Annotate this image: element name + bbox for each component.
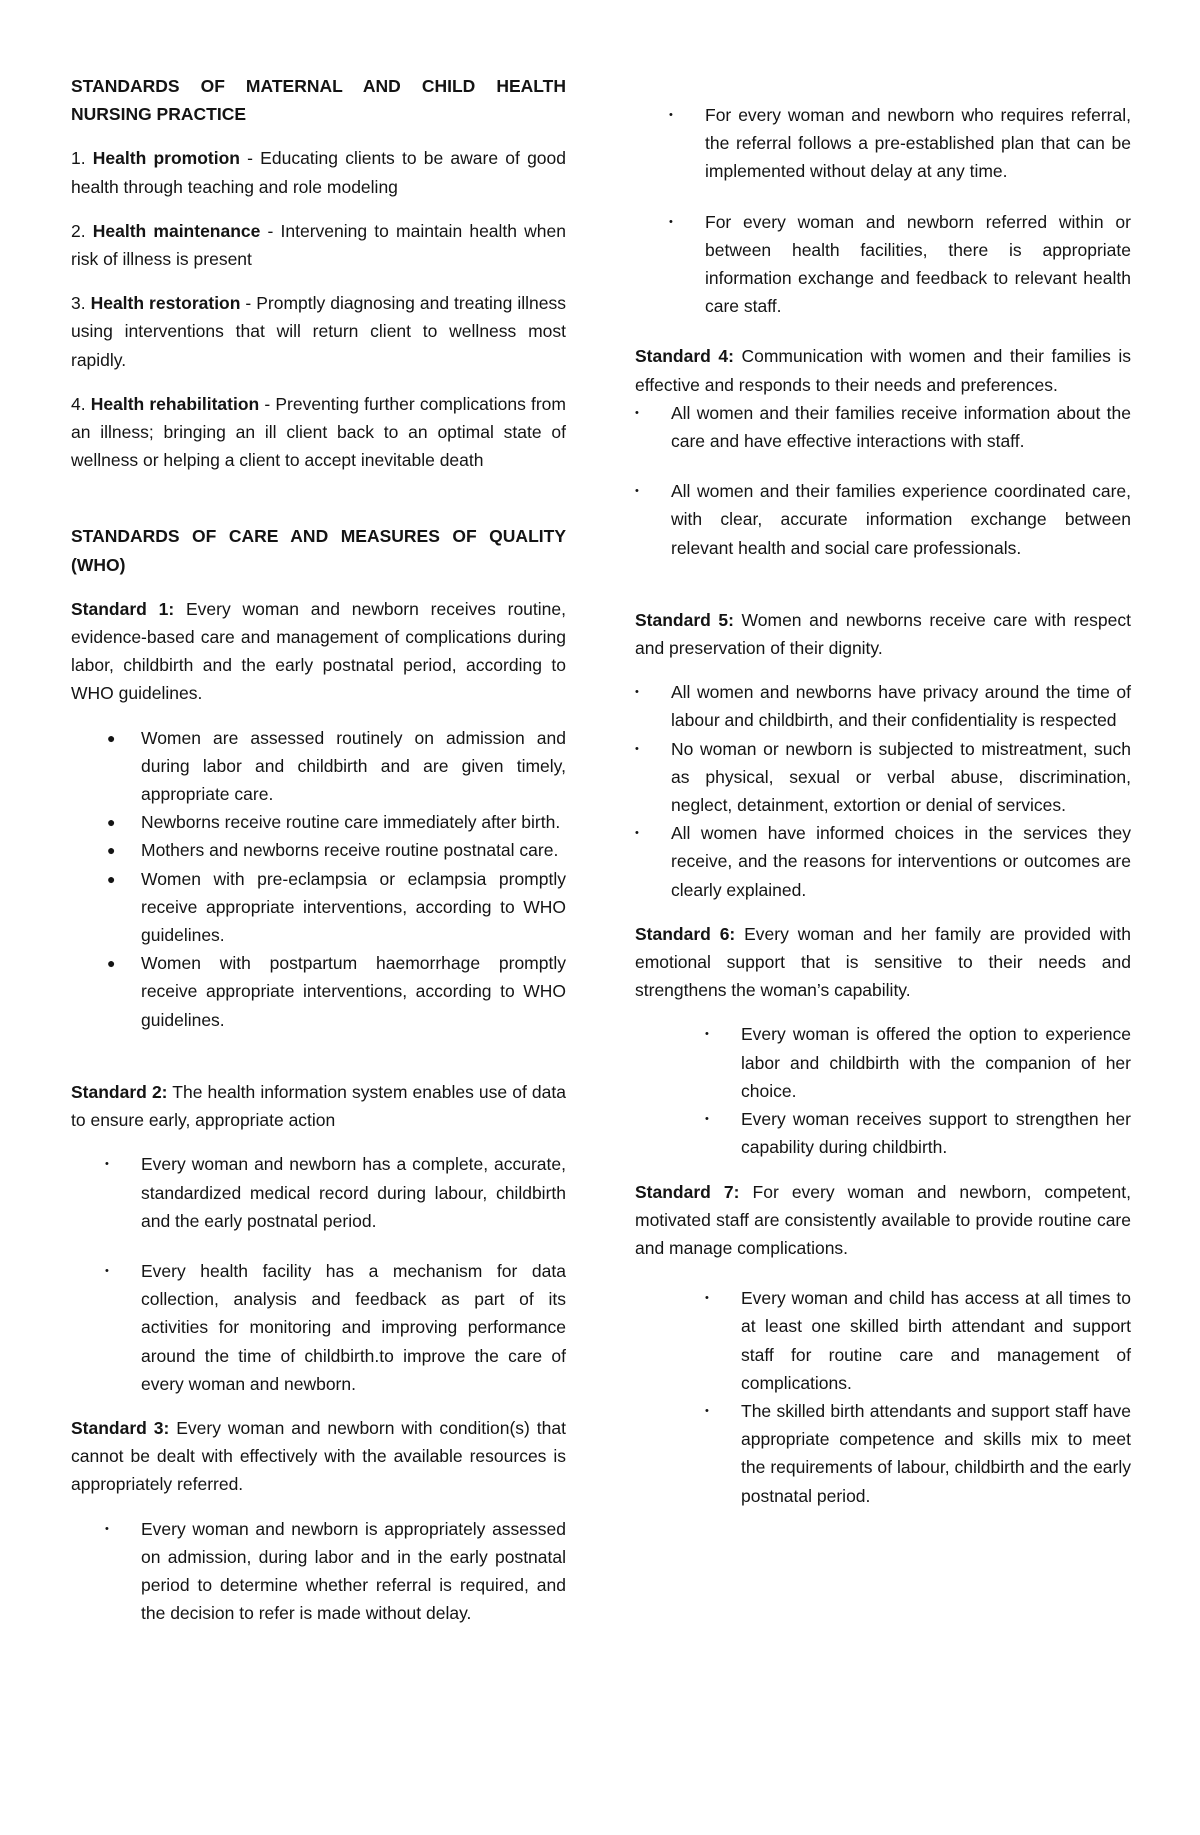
- item-term: Health maintenance: [92, 220, 261, 241]
- list-item: • Every woman and newborn is appropriately assessed on admission, during labor and in the early postnatal period to determine whether referral is required, and the decision to refer is made without delay.: [141, 1515, 566, 1628]
- list-item: ● Women are assessed routinely on admission and during labor and childbirth and are given timely, appropriate care.: [141, 724, 566, 809]
- list-item: • For every woman and newborn who requires referral, the referral follows a pre-established plan that can be implemented without delay at any time.: [705, 101, 1131, 186]
- item-text: - Intervening to maintain health when risk of illness is present: [71, 220, 567, 270]
- practice-item-1: [71, 144, 566, 200]
- standard-label: Standard 6:: [635, 923, 736, 944]
- standard-3-bullets: [71, 1515, 566, 1628]
- item-term: Health rehabilitation: [90, 393, 260, 414]
- bullet-icon: ●: [107, 729, 116, 746]
- section-title-maternal-child: STANDARDS OF MATERNAL AND CHILD HEALTH NURSING PRACTICE: [71, 76, 566, 125]
- bullet-icon: •: [669, 109, 673, 121]
- list-item: • For every woman and newborn referred within or between health facilities, there is appropriate information exchange and feedback to relevant health care staff.: [705, 208, 1131, 321]
- standard-6-bullets: [635, 1020, 1131, 1161]
- standard-3-continued-bullets: [635, 101, 1131, 320]
- list-item: • Every woman and child has access at all times to at least one skilled birth attendant and support staff for routine care and management of complications.: [741, 1284, 1131, 1397]
- section-title-who: STANDARDS OF CARE AND MEASURES OF QUALITY (WHO): [71, 526, 566, 575]
- standard-text: The health information system enables use of data to ensure early, appropriate action: [71, 1081, 566, 1131]
- standard-6: [635, 920, 1131, 1005]
- bullet-icon: •: [635, 406, 639, 419]
- standard-2: [71, 1078, 566, 1134]
- list-item: ● Women with pre-eclampsia or eclampsia promptly receive appropriate interventions, according to WHO guidelines.: [141, 865, 566, 950]
- standard-text: For every woman and newborn, competent, motivated staff are consistently available to provide routine care and manage complications.: [635, 1181, 1131, 1258]
- list-item: • All women and their families receive information about the care and have effective interactions with staff.: [671, 399, 1131, 455]
- standard-label: Standard 2:: [71, 1081, 168, 1102]
- item-term: Health restoration: [90, 293, 241, 314]
- standard-4: [635, 342, 1131, 398]
- bullet-icon: •: [635, 742, 639, 755]
- practice-item-3: [71, 289, 566, 374]
- item-number: 4.: [71, 393, 91, 414]
- list-item: • Every health facility has a mechanism for data collection, analysis and feedback as part of its activities for monitoring and improving performance around the time of childbirth.to improve the care of every woman and newborn.: [141, 1257, 566, 1398]
- item-number: 2.: [71, 220, 93, 241]
- standard-text: Communication with women and their families is effective and responds to their needs and preferences.: [635, 346, 1131, 395]
- item-number: 3.: [71, 293, 91, 314]
- standard-label: Standard 1:: [71, 598, 175, 619]
- bullet-icon: ●: [107, 842, 116, 859]
- standard-4-bullets: [635, 399, 1131, 562]
- standard-7: [635, 1178, 1131, 1263]
- practice-item-2: [71, 217, 566, 273]
- standard-text: Every woman and newborn with condition(s) that cannot be dealt with effectively with the available resources is appropriately referred.: [71, 1417, 566, 1495]
- bullet-icon: •: [105, 1522, 109, 1535]
- list-item: ● Mothers and newborns receive routine postnatal care.: [141, 836, 566, 864]
- bullet-icon: •: [705, 1292, 709, 1305]
- standard-label: Standard 3:: [71, 1417, 170, 1438]
- list-item: • Every woman receives support to strengthen her capability during childbirth.: [741, 1105, 1131, 1161]
- list-item: ● Newborns receive routine care immediately after birth.: [141, 808, 566, 836]
- bullet-icon: ●: [107, 955, 116, 972]
- standard-label: Standard 5:: [635, 609, 734, 630]
- list-item: • Every woman is offered the option to experience labor and childbirth with the companion of her choice.: [741, 1020, 1131, 1105]
- item-text: - Promptly diagnosing and treating illness using interventions that will return client to wellness most rapidly.: [71, 293, 566, 370]
- left-column: [71, 72, 566, 1627]
- bullet-icon: •: [669, 215, 673, 228]
- standard-text: Every woman and newborn receives routine, evidence-based care and management of complications during labor, childbirth and the early postnatal period, according to WHO guidelines.: [71, 598, 566, 704]
- standard-1: [71, 595, 566, 708]
- bullet-icon: •: [705, 1404, 709, 1417]
- standard-3: [71, 1414, 566, 1499]
- bullet-icon: •: [705, 1028, 709, 1041]
- list-item: ● Women with postpartum haemorrhage promptly receive appropriate interventions, according to WHO guidelines.: [141, 949, 566, 1034]
- item-text: - Educating clients to be aware of good health through teaching and role modeling: [71, 148, 566, 197]
- standard-5: [635, 606, 1131, 662]
- standard-label: Standard 4:: [635, 346, 734, 367]
- bullet-icon: •: [105, 1158, 109, 1171]
- standard-2-bullets: [71, 1150, 566, 1398]
- bullet-icon: •: [635, 686, 639, 699]
- list-item: • All women have informed choices in the services they receive, and the reasons for interventions or outcomes are clearly explained.: [671, 819, 1131, 904]
- bullet-icon: •: [635, 827, 639, 840]
- list-item: • All women and their families experience coordinated care, with clear, accurate information exchange between relevant health and social care professionals.: [671, 477, 1131, 562]
- bullet-icon: ●: [107, 870, 116, 887]
- list-item: • All women and newborns have privacy around the time of labour and childbirth, and their confidentiality is respected: [671, 678, 1131, 734]
- bullet-icon: •: [705, 1113, 709, 1126]
- standard-text: Every woman and her family are provided with emotional support that is sensitive to their needs and strengthens the woman’s capability.: [635, 923, 1131, 1001]
- bullet-icon: •: [635, 485, 639, 498]
- list-item: • The skilled birth attendants and support staff have appropriate competence and skills mix to meet the requirements of labour, childbirth and the early postnatal period.: [741, 1397, 1131, 1510]
- standard-5-bullets: [635, 678, 1131, 904]
- standard-text: Women and newborns receive care with respect and preservation of their dignity.: [635, 609, 1131, 659]
- item-text: - Preventing further complications from an illness; bringing an ill client back to an optimal state of wellness or helping a client to accept inevitable death: [71, 393, 566, 471]
- standard-1-bullets: [71, 724, 566, 1034]
- bullet-icon: ●: [107, 814, 116, 831]
- right-column: [635, 101, 1131, 1510]
- list-item: • No woman or newborn is subjected to mistreatment, such as physical, sexual or verbal abuse, discrimination, neglect, detainment, extortion or denial of services.: [671, 735, 1131, 820]
- standard-7-bullets: [635, 1284, 1131, 1510]
- item-term: Health promotion: [92, 148, 240, 169]
- bullet-icon: •: [105, 1264, 109, 1277]
- item-number: 1.: [71, 148, 93, 169]
- list-item: • Every woman and newborn has a complete, accurate, standardized medical record during labour, childbirth and the early postnatal period.: [141, 1150, 566, 1235]
- practice-item-4: [71, 390, 566, 475]
- standard-label: Standard 7:: [635, 1181, 740, 1202]
